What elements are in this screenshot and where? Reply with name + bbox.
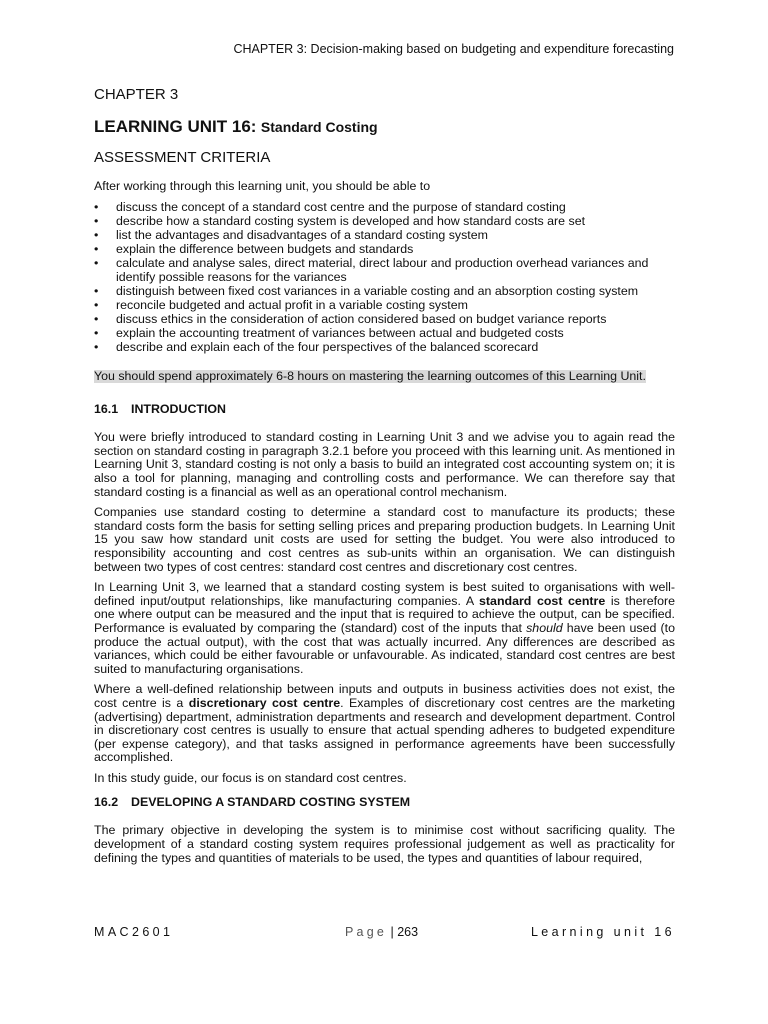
list-item: • explain the difference between budgets and standards: [94, 243, 675, 257]
section-number: 16.2: [94, 795, 119, 810]
list-item: • distinguish between fixed cost variances in a variable costing and an absorption costing system: [94, 285, 675, 299]
page-content: [94, 86, 675, 872]
section-title: INTRODUCTION: [131, 402, 226, 417]
paragraph: In this study guide, our focus is on standard cost centres.: [94, 770, 407, 785]
paragraph: The primary objective in developing the system is to minimise cost without sacrificing quality. The development of a standard costing system requires professional judgement as well as practicality for defining the types and quantities of materials to be used, the types and quantities of labour required,: [94, 823, 675, 865]
paragraph: Companies use standard costing to determine a standard cost to manufacture its products; these standard costs form the basis for setting selling prices and preparing production budgets. In Learning Unit 15 you saw how standard unit costs are used for setting the budget. You were also introduced to responsibility accounting and cost centres as sub-units within an organisation. We can distinguish between two types of cost centres: standard cost centres and discretionary cost centres.: [94, 505, 675, 574]
assessment-criteria-list: [94, 201, 675, 355]
paragraph: You were briefly introduced to standard costing in Learning Unit 3 and we advise you to again read the section on standard costing in paragraph 3.2.1 before you proceed with this learning unit. As mentioned in Learning Unit 3, standard costing is not only a basis to build an integrated cost accounting system on; it is also a tool for planning, managing and controlling costs and performance. We can therefore say that standard costing is a financial as well as an operational control mechanism.: [94, 430, 675, 499]
section-heading-introduction: [94, 402, 675, 416]
page-footer: [94, 925, 675, 941]
section-number: 16.1: [94, 402, 119, 417]
page-separator: |: [387, 925, 398, 939]
learning-unit-subtitle: Standard Costing: [260, 119, 378, 135]
text-span: is therefore one where output can be measured and the input that is required to achieve the output, can be specified. Performance is evaluated by comparing the (standard) cost of the inputs that: [94, 593, 675, 635]
section-body-developing: [94, 824, 675, 865]
text-span: Where a well-defined relationship between inputs and outputs in business activities does not exist, the cost centre is a: [94, 682, 675, 710]
chapter-label: CHAPTER 3: [94, 86, 179, 103]
list-item: • discuss the concept of a standard cost centre and the purpose of standard costing: [94, 201, 675, 215]
list-item: • list the advantages and disadvantages of a standard costing system: [94, 229, 675, 243]
list-item: • calculate and analyse sales, direct material, direct labour and production overhead variances and identify possible reasons for the variances: [94, 257, 675, 284]
module-code: MAC2601: [94, 925, 174, 939]
list-item: • reconcile budgeted and actual profit in a variable costing system: [94, 299, 675, 313]
list-item: • explain the accounting treatment of variances between actual and budgeted costs: [94, 327, 675, 341]
time-note: You should spend approximately 6-8 hours on mastering the learning outcomes of this Learning Unit.: [94, 368, 646, 383]
text-span: . Examples of discretionary cost centres are the marketing (advertising) department, administration departments and research and development department. Control in discretionary cost centres is usually to ensure that actual spending adheres to budgeted expenditure (per expense category), and that tasks assigned in performance agreements have been successfully accomplished.: [94, 695, 676, 765]
running-header: CHAPTER 3: Decision-making based on budgeting and expenditure forecasting: [233, 42, 674, 56]
page-indicator: [345, 925, 418, 939]
paragraph: [94, 581, 675, 676]
text-span: have been used (to produce the actual output), with the cost that was actually incurred. Any differences are described as variances, which could be either favourable or unfavourable. As indicated, standard cost centres are best suited to manufacturing organisations.: [94, 620, 675, 676]
assessment-intro: After working through this learning unit, you should be able to: [94, 179, 431, 193]
section-heading-developing: [94, 795, 675, 809]
text-span: In Learning Unit 3, we learned that a standard costing system is best suited to organisations with well-defined input/output relationships, like manufacturing companies. A: [94, 580, 675, 608]
page-word: Page: [345, 925, 387, 939]
learning-unit-label: LEARNING UNIT 16:: [94, 117, 257, 136]
list-item: • describe how a standard costing system is developed and how standard costs are set: [94, 215, 675, 229]
emphasis-should: should: [526, 620, 563, 635]
learning-unit-title: [94, 117, 675, 137]
term-discretionary-cost-centre: discretionary cost centre: [188, 695, 341, 710]
term-standard-cost-centre: standard cost centre: [479, 593, 606, 608]
section-title: DEVELOPING A STANDARD COSTING SYSTEM: [131, 795, 411, 810]
assessment-criteria-heading: ASSESSMENT CRITERIA: [94, 149, 271, 166]
list-item: • discuss ethics in the consideration of action considered based on budget variance reports: [94, 313, 675, 327]
list-item: • describe and explain each of the four perspectives of the balanced scorecard: [94, 341, 675, 355]
footer-unit-label: Learning unit 16: [530, 925, 675, 939]
page-number: 263: [397, 925, 419, 939]
paragraph: [94, 683, 675, 765]
section-body-introduction: [94, 431, 675, 785]
